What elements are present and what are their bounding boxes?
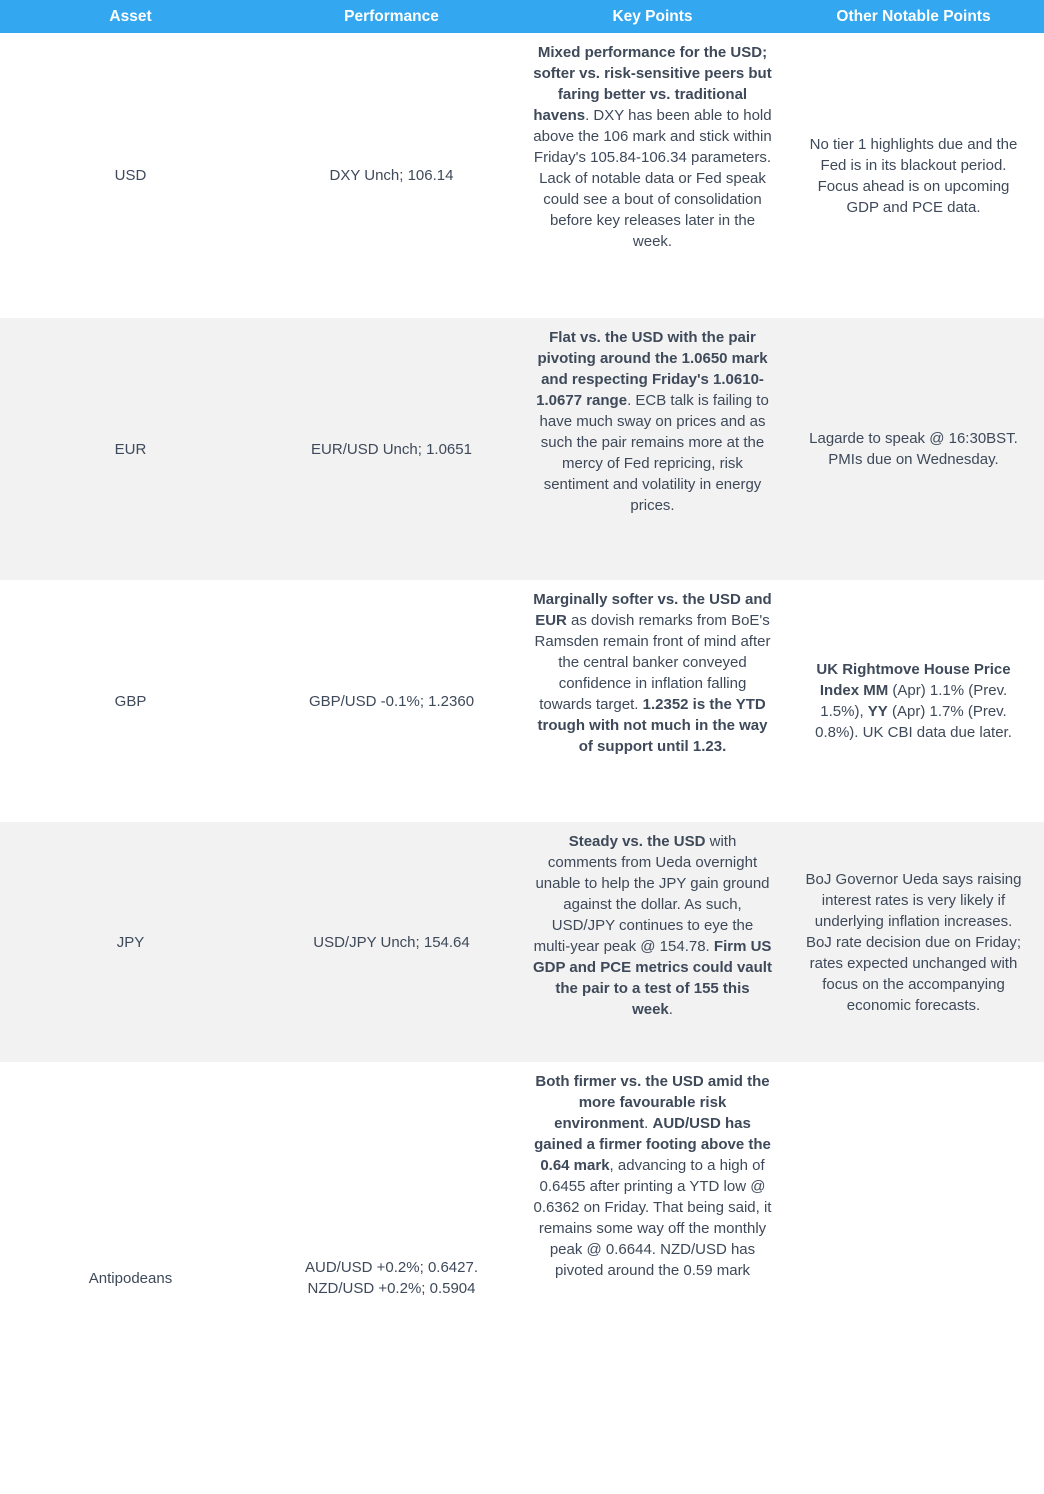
text-segment: as dovish remarks from BoE's Ramsden remain front of mind after the central banker conveyed confidence in inflation falling towards target. bbox=[534, 612, 771, 713]
asset-cell bbox=[0, 1062, 261, 1494]
bold-text-segment: 1.2352 is the YTD trough with not much in the way of support until 1.23. bbox=[537, 696, 768, 755]
other-points-text bbox=[801, 869, 1026, 1016]
other-points-cell bbox=[783, 580, 1044, 822]
other-points-cell bbox=[783, 1062, 1044, 1494]
other-points-cell bbox=[783, 822, 1044, 1062]
bold-text-segment: AUD/USD has gained a firmer footing above the 0.64 mark bbox=[534, 1115, 771, 1174]
asset-cell bbox=[0, 318, 261, 580]
table-row bbox=[0, 1062, 1044, 1494]
column-header-asset: Asset bbox=[109, 7, 152, 25]
bold-text-segment: YY bbox=[867, 703, 888, 720]
text-segment: . bbox=[644, 1115, 653, 1132]
text-segment: with comments from Ueda overnight unable to help the JPY gain ground against the dollar. As such, USD/JPY continues to eye the multi-year peak @ 154.78. bbox=[533, 833, 770, 955]
text-segment: (Apr) 1.1% (Prev. 1.5%), bbox=[820, 682, 1008, 720]
bold-text-segment: Marginally softer vs. the USD and EUR bbox=[533, 591, 772, 629]
text-segment: BoJ Governor Ueda says raising interest rates is very likely if underlying inflation increases. BoJ rate decision due on Friday; rates expected unchanged with focus on the accompanying economic forecasts. bbox=[805, 870, 1022, 1014]
column-header-other-notable-points: Other Notable Points bbox=[836, 7, 991, 25]
bold-text-segment: UK Rightmove House Price Index MM bbox=[816, 661, 1011, 699]
asset-label: Antipodeans bbox=[88, 1269, 173, 1287]
bold-text-segment: Both firmer vs. the USD amid the more favourable risk environment bbox=[535, 1073, 770, 1132]
asset-cell bbox=[0, 822, 261, 1062]
asset-label: EUR bbox=[114, 440, 147, 458]
table-row bbox=[0, 318, 1044, 580]
performance-cell bbox=[261, 822, 522, 1062]
key-points-text bbox=[533, 1071, 772, 1281]
bold-text-segment: Firm US GDP and PCE metrics could vault the pair to a test of 155 this week bbox=[533, 938, 772, 1018]
key-points-cell bbox=[522, 580, 783, 822]
asset-cell bbox=[0, 33, 261, 318]
performance-cell bbox=[261, 318, 522, 580]
key-points-text bbox=[533, 327, 772, 516]
performance-value bbox=[279, 1257, 504, 1299]
performance-line: GBP/USD -0.1%; 1.2360 bbox=[308, 692, 475, 710]
table-row bbox=[0, 33, 1044, 318]
text-segment: , advancing to a high of 0.6455 after printing a YTD low @ 0.6362 on Friday. That being said, it remains some way off the monthly peak @ 0.6644. NZD/USD has pivoted around the 0.59 mark bbox=[533, 1157, 772, 1279]
bold-text-segment: Flat vs. the USD with the pair pivoting around the 1.0650 mark and respecting Friday's 1.0610-1.0677 range bbox=[536, 329, 768, 409]
bold-text-segment: Mixed performance for the USD; softer vs. risk-sensitive peers but faring better vs. traditional havens bbox=[533, 44, 772, 124]
text-segment: (Apr) 1.7% (Prev. 0.8%). UK CBI data due later. bbox=[815, 703, 1012, 741]
column-header-key-points: Key Points bbox=[612, 7, 693, 25]
performance-line: DXY Unch; 106.14 bbox=[329, 167, 454, 184]
bold-text-segment: Steady vs. the USD bbox=[568, 833, 706, 850]
asset-label: GBP bbox=[114, 692, 147, 710]
performance-cell bbox=[261, 580, 522, 822]
performance-cell bbox=[261, 33, 522, 318]
performance-cell bbox=[261, 1062, 522, 1494]
other-points-text bbox=[801, 659, 1026, 743]
key-points-text bbox=[533, 831, 772, 1020]
key-points-cell bbox=[522, 1062, 783, 1494]
column-header-performance: Performance bbox=[344, 7, 439, 25]
table-row bbox=[0, 580, 1044, 822]
asset-cell bbox=[0, 580, 261, 822]
other-points-text bbox=[801, 134, 1026, 218]
key-points-text bbox=[533, 42, 772, 252]
key-points-cell bbox=[522, 822, 783, 1062]
key-points-text bbox=[533, 589, 772, 757]
other-points-cell bbox=[783, 318, 1044, 580]
text-segment: . DXY has been able to hold above the 106 mark and stick within Friday's 105.84-106.34 parameters. Lack of notable data or Fed speak could see a bout of consolidation before key releases later in the week. bbox=[533, 107, 772, 250]
key-points-cell bbox=[522, 318, 783, 580]
other-points-text bbox=[801, 428, 1026, 470]
text-segment: . bbox=[668, 1001, 673, 1018]
performance-line: USD/JPY Unch; 154.64 bbox=[313, 933, 470, 951]
asset-label: USD bbox=[114, 167, 147, 184]
key-points-cell bbox=[522, 33, 783, 318]
performance-line: AUD/USD +0.2%; 0.6427. bbox=[304, 1259, 478, 1276]
performance-line: NZD/USD +0.2%; 0.5904 bbox=[307, 1280, 476, 1297]
performance-line: EUR/USD Unch; 1.0651 bbox=[311, 440, 472, 458]
performance-value bbox=[279, 165, 504, 186]
other-points-cell bbox=[783, 33, 1044, 318]
text-segment: . ECB talk is failing to have much sway on prices and as such the pair remains more at the mercy of Fed repricing, risk sentiment and volatility in energy prices. bbox=[539, 392, 769, 514]
table-header-row bbox=[0, 0, 1044, 33]
asset-label: JPY bbox=[116, 933, 145, 951]
table-body bbox=[0, 33, 1044, 1494]
table-row bbox=[0, 822, 1044, 1062]
text-segment: No tier 1 highlights due and the Fed is in its blackout period. Focus ahead is on upcoming GDP and PCE data. bbox=[809, 135, 1018, 216]
performance-value bbox=[279, 439, 504, 460]
performance-value bbox=[279, 691, 504, 712]
performance-value bbox=[279, 932, 504, 953]
text-segment: Lagarde to speak @ 16:30BST. PMIs due on Wednesday. bbox=[809, 430, 1018, 468]
